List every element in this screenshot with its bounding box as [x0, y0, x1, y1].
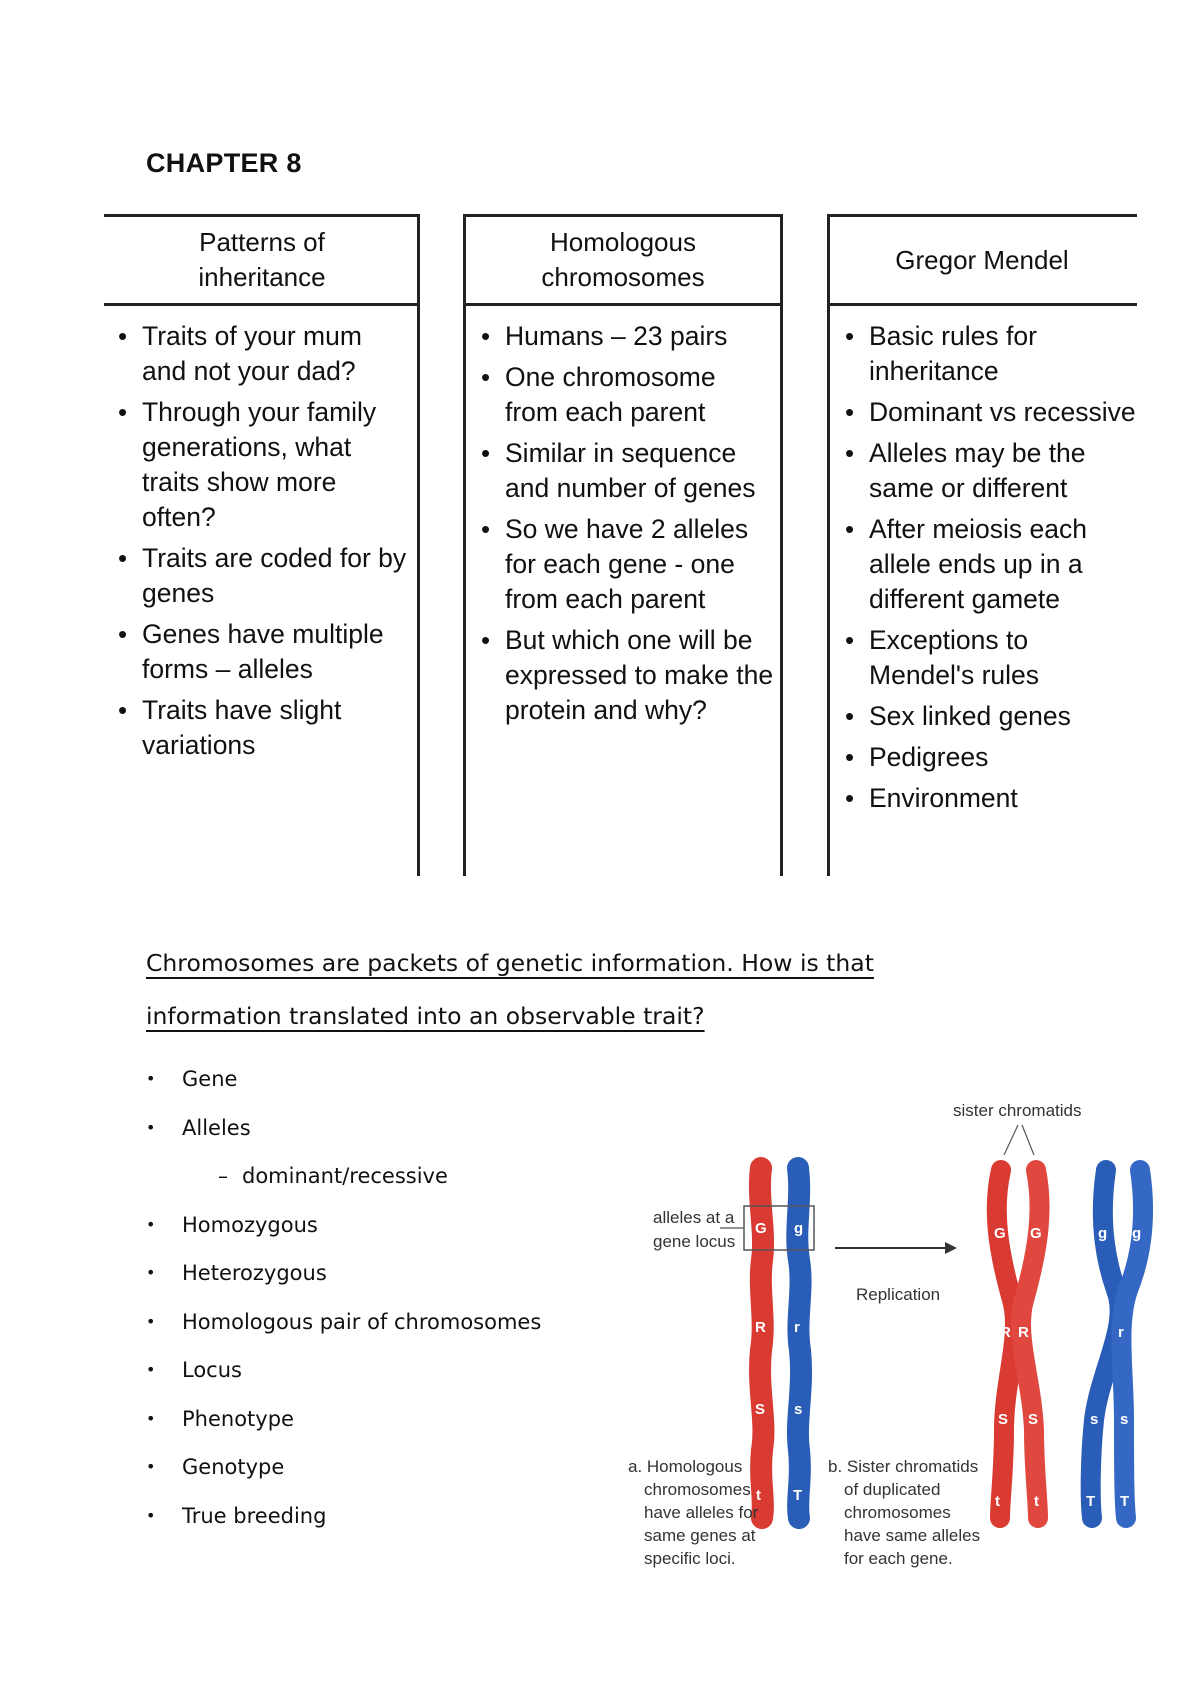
column-list [475, 319, 775, 734]
list-item: • Similar in sequence and number of genes [475, 436, 775, 506]
svg-text:T: T [1120, 1493, 1130, 1510]
allele-label: t [756, 1487, 761, 1504]
svg-text:t: t [1034, 1493, 1039, 1510]
sister-chromatids-label: sister chromatids [953, 1101, 1082, 1120]
column-divider [417, 214, 420, 876]
svg-text:g: g [1098, 1225, 1108, 1242]
list-item: • But which one will be expressed to make the protein and why? [475, 623, 775, 728]
svg-text:s: s [1120, 1411, 1129, 1428]
svg-text:R: R [1000, 1324, 1011, 1341]
allele-label: s [794, 1401, 803, 1418]
list-item: • True breeding [146, 1501, 541, 1550]
list-item: • Traits have slight variations [112, 693, 412, 763]
column-heading: Homologous chromosomes [463, 214, 783, 306]
column-list [112, 319, 412, 769]
list-item: • Phenotype [146, 1404, 541, 1453]
svg-text:S: S [1028, 1411, 1039, 1428]
svg-text:of duplicated: of duplicated [844, 1480, 941, 1499]
column-list [839, 319, 1139, 822]
svg-text:for each gene.: for each gene. [844, 1549, 953, 1568]
svg-text:S: S [998, 1411, 1009, 1428]
list-item: • Pedigrees [839, 740, 1139, 775]
allele-label: S [755, 1401, 766, 1418]
replication-label: Replication [856, 1285, 941, 1304]
list-item: – dominant/recessive [146, 1161, 541, 1210]
list-item: • Locus [146, 1355, 541, 1404]
list-item: • Homologous pair of chromosomes [146, 1307, 541, 1356]
list-item: • Traits of your mum and not your dad? [112, 319, 412, 389]
allele-label: G [755, 1220, 767, 1237]
column-heading: Patterns of inheritance [104, 214, 420, 306]
svg-text:have alleles for: have alleles for [644, 1503, 759, 1522]
column-divider [827, 214, 830, 876]
allele-label: R [755, 1319, 766, 1336]
allele-label: T [793, 1487, 803, 1504]
list-item: • Homozygous [146, 1210, 541, 1259]
svg-text:same genes at: same genes at [644, 1526, 756, 1545]
caption-b [828, 1457, 980, 1568]
svg-text:R: R [1018, 1324, 1029, 1341]
terms-list [146, 1064, 541, 1549]
list-item: • One chromosome from each parent [475, 360, 775, 430]
svg-text:r: r [1118, 1324, 1124, 1341]
alleles-label: gene locus [653, 1232, 736, 1251]
chromosome-figure [620, 1100, 1160, 1570]
list-item: • Through your family generations, what traits show more often? [112, 395, 412, 535]
list-item: • Sex linked genes [839, 699, 1139, 734]
list-item: • Environment [839, 781, 1139, 816]
svg-text:chromosomes: chromosomes [644, 1480, 751, 1499]
list-item: • Alleles [146, 1113, 541, 1162]
svg-text:r: r [1100, 1324, 1106, 1341]
allele-label: g [794, 1220, 804, 1237]
svg-text:G: G [994, 1225, 1006, 1242]
list-item: • Heterozygous [146, 1258, 541, 1307]
allele-label: r [794, 1319, 800, 1336]
svg-text:s: s [1090, 1411, 1099, 1428]
list-item: • Genotype [146, 1452, 541, 1501]
svg-text:b. Sister chromatids: b. Sister chromatids [828, 1457, 979, 1476]
column-heading: Gregor Mendel [827, 214, 1137, 306]
alleles-label: alleles at a [653, 1208, 735, 1227]
list-item: • Dominant vs recessive [839, 395, 1139, 430]
caption-a [628, 1457, 759, 1568]
list-item: • So we have 2 alleles for each gene - one from each parent [475, 512, 775, 617]
section-question: Chromosomes are packets of genetic information. How is that information translated into an observable trait? [146, 949, 874, 1030]
list-item: • Basic rules for inheritance [839, 319, 1139, 389]
list-item: • Alleles may be the same or different [839, 436, 1139, 506]
column-divider [780, 214, 783, 876]
svg-text:t: t [995, 1493, 1000, 1510]
list-item: • Humans – 23 pairs [475, 319, 775, 354]
svg-text:T: T [1086, 1493, 1096, 1510]
svg-text:chromosomes: chromosomes [844, 1503, 951, 1522]
svg-text:a. Homologous: a. Homologous [628, 1457, 743, 1476]
column-divider [463, 214, 466, 876]
list-item: • Gene [146, 1064, 541, 1113]
list-item: • Exceptions to Mendel's rules [839, 623, 1139, 693]
list-item: • Genes have multiple forms – alleles [112, 617, 412, 687]
svg-text:g: g [1132, 1225, 1142, 1242]
list-item: • Traits are coded for by genes [112, 541, 412, 611]
list-item: • After meiosis each allele ends up in a different gamete [839, 512, 1139, 617]
svg-text:have same alleles: have same alleles [844, 1526, 981, 1545]
chapter-title: CHAPTER 8 [146, 148, 302, 178]
svg-text:specific loci.: specific loci. [644, 1549, 736, 1568]
svg-text:G: G [1030, 1225, 1042, 1242]
